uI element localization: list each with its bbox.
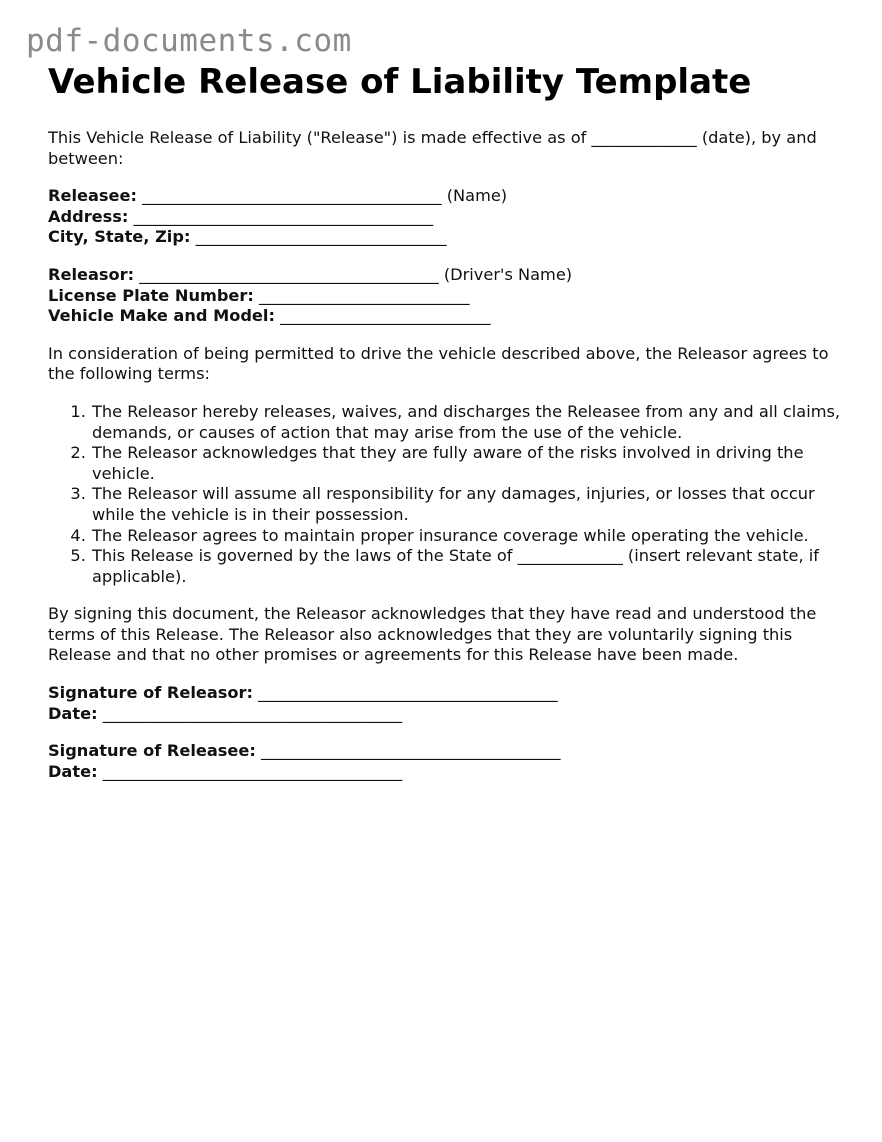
releasee-name-label: Releasee:: [48, 186, 137, 206]
consideration-paragraph: In consideration of being permitted to drive the vehicle described above, the Releasor agrees to the following terms:: [48, 343, 829, 384]
intro-paragraph: This Vehicle Release of Liability ("Release") is made effective as of _____________ (date), by and between:: [48, 128, 817, 168]
releasor-signature-block: [48, 683, 848, 724]
releasee-signature-row: [48, 741, 848, 762]
releasee-block: [48, 186, 848, 248]
releasee-city-label: City, State, Zip:: [48, 227, 191, 247]
releasor-signature-row: [48, 683, 848, 704]
releasee-city-line: _______________________________: [190, 227, 447, 247]
releasee-date-line: _____________________________________: [97, 761, 403, 781]
releasor-name-label: Releasor:: [48, 264, 135, 284]
term-item: 5. This Release is governed by the laws of the State of _____________ (insert relevant state, if applicable).: [91, 546, 848, 587]
releasor-name-row: [48, 265, 848, 286]
license-plate-label: License Plate Number:: [48, 285, 254, 305]
releasee-address-row: [48, 207, 848, 228]
term-item: 3. The Releasor will assume all responsibility for any damages, injuries, or losses that occur while the vehicle is in their possession.: [91, 484, 848, 525]
releasor-date-row: [48, 704, 848, 725]
vehicle-model-line: __________________________: [274, 306, 491, 326]
document-page: [48, 60, 848, 782]
term-item: 2. The Releasor acknowledges that they are fully aware of the risks involved in driving the vehicle.: [91, 443, 848, 484]
terms-list: [48, 402, 848, 587]
releasee-name-line: _____________________________________ (Name): [136, 186, 508, 206]
releasor-signature-label: Signature of Releasor:: [48, 683, 254, 703]
term-item: 4. The Releasor agrees to maintain proper insurance coverage while operating the vehicle.: [91, 526, 848, 547]
license-plate-row: [48, 286, 848, 307]
document-title: Vehicle Release of Liability Template: [48, 62, 752, 102]
releasee-city-row: [48, 227, 848, 248]
releasee-date-label: Date:: [48, 761, 98, 781]
releasor-name-line: _____________________________________ (Driver's Name): [134, 264, 573, 284]
vehicle-model-row: [48, 306, 848, 327]
releasee-signature-block: [48, 741, 848, 782]
license-plate-line: __________________________: [253, 285, 470, 305]
releasor-date-label: Date:: [48, 703, 98, 723]
watermark: pdf-documents.com: [26, 23, 352, 59]
releasee-signature-line: _____________________________________: [255, 741, 561, 761]
releasee-address-label: Address:: [48, 206, 129, 226]
releasee-address-line: _____________________________________: [128, 206, 434, 226]
releasee-name-row: [48, 186, 848, 207]
releasor-date-line: _____________________________________: [97, 703, 403, 723]
acknowledgement-paragraph: By signing this document, the Releasor acknowledges that they have read and understood the terms of this Release. The Releasor also acknowledges that they are voluntarily signing this Release and that no other promises or agreements for this Release have been made.: [48, 604, 817, 665]
releasee-date-row: [48, 762, 848, 783]
releasor-block: [48, 265, 848, 327]
releasee-signature-label: Signature of Releasee:: [48, 741, 256, 761]
vehicle-model-label: Vehicle Make and Model:: [48, 306, 275, 326]
releasor-signature-line: _____________________________________: [253, 683, 558, 703]
term-item: 1. The Releasor hereby releases, waives, and discharges the Releasee from any and all claims, demands, or causes of action that may arise from the use of the vehicle.: [91, 402, 848, 443]
